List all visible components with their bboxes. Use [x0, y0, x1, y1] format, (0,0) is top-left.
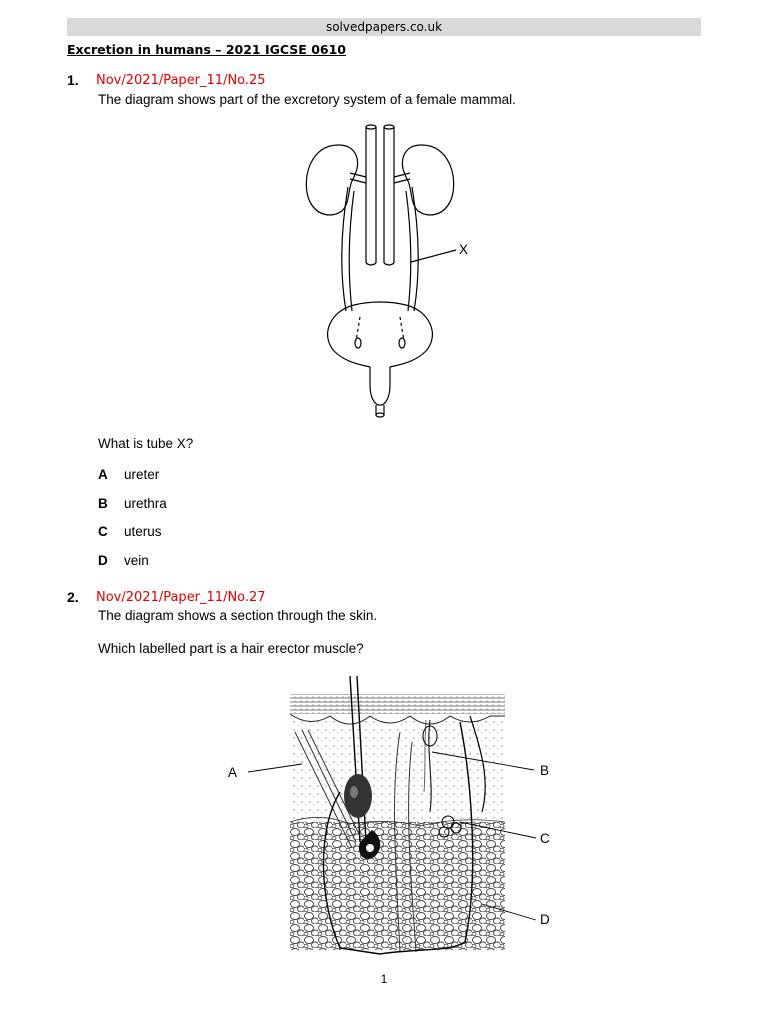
page-number: 1 [380, 972, 388, 986]
diagram-label-a: A [228, 765, 238, 780]
question-2-stem: The diagram shows a section through the skin. [98, 608, 378, 623]
option-b-letter: B [98, 496, 108, 511]
skin-section-diagram [220, 672, 560, 962]
question-2-reference: Nov/2021/Paper_11/No.27 [96, 590, 266, 605]
question-2-number: 2. [67, 589, 79, 605]
diagram-label-x: X [459, 242, 469, 257]
option-d-letter: D [98, 553, 108, 568]
option-d-text: vein [124, 553, 149, 568]
option-b-text: urethra [124, 496, 167, 511]
option-a-letter: A [98, 467, 108, 482]
diagram-label-d: D [540, 912, 550, 927]
option-c-text: uterus [124, 524, 162, 539]
question-1-reference: Nov/2021/Paper_11/No.25 [96, 73, 266, 88]
question-1-number: 1. [67, 72, 79, 88]
diagram-label-c: C [540, 831, 550, 846]
option-c-letter: C [98, 524, 108, 539]
question-2-question: Which labelled part is a hair erector muscle? [98, 641, 364, 656]
option-a-text: ureter [124, 467, 160, 482]
question-1-question: What is tube X? [98, 436, 194, 451]
question-1-stem: The diagram shows part of the excretory system of a female mammal. [98, 92, 516, 107]
diagram-label-b: B [540, 763, 550, 778]
excretory-system-diagram [290, 115, 490, 425]
site-header: solvedpapers.co.uk [67, 18, 701, 36]
document-title: Excretion in humans – 2021 IGCSE 0610 [67, 42, 346, 57]
